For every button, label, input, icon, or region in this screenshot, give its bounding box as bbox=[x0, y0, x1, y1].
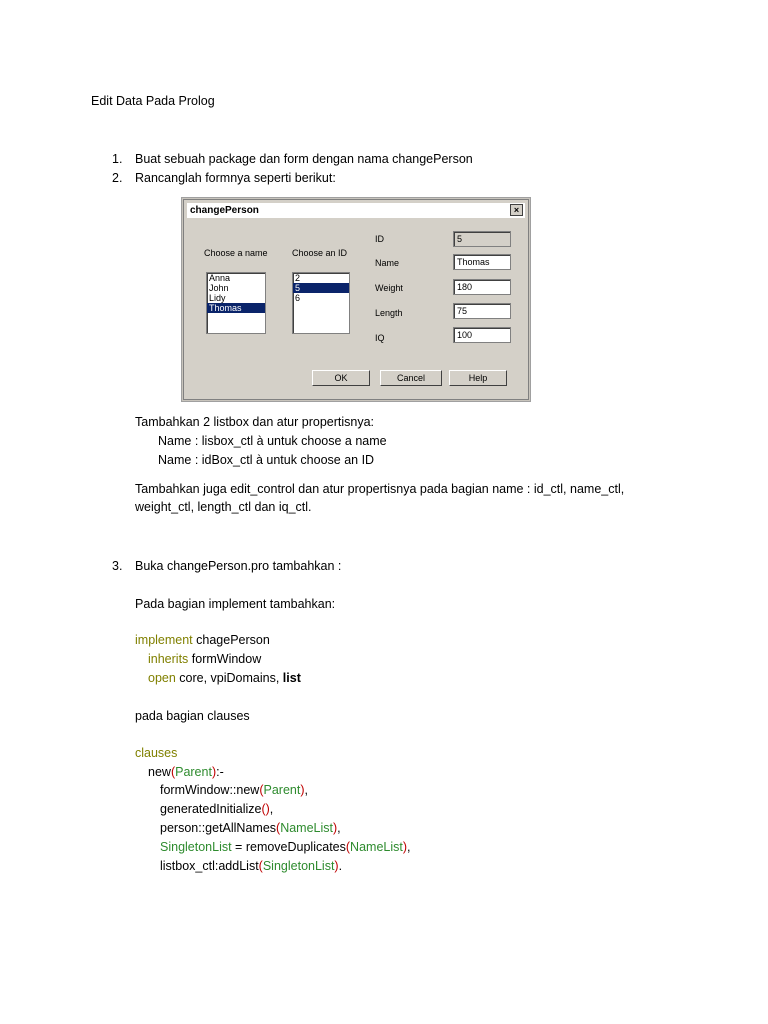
id-field: 5 bbox=[453, 231, 511, 247]
code-text: generatedInitialize bbox=[160, 802, 262, 816]
list-item[interactable]: John bbox=[209, 283, 229, 293]
name-field[interactable]: Thomas bbox=[453, 254, 511, 270]
code-variable: SingletonList bbox=[160, 840, 232, 854]
list-item[interactable]: Lidy bbox=[209, 293, 226, 303]
code-paren: ( bbox=[276, 821, 281, 835]
code-keyword: implement bbox=[135, 633, 193, 647]
weight-label: Weight bbox=[375, 283, 403, 293]
code-variable: NameList bbox=[280, 821, 333, 835]
edit-paragraph-line: weight_ctl, length_ctl dan iq_ctl. bbox=[135, 500, 312, 514]
list-item-selected[interactable]: 5 bbox=[293, 283, 349, 293]
step-number: 3. bbox=[112, 559, 123, 573]
code-keyword: open bbox=[148, 671, 176, 685]
step-number: 1. bbox=[112, 152, 123, 166]
list-item[interactable]: 2 bbox=[295, 273, 301, 283]
implement-paragraph: Pada bagian implement tambahkan: bbox=[135, 597, 336, 611]
iq-field[interactable]: 100 bbox=[453, 327, 511, 343]
close-icon[interactable]: × bbox=[510, 204, 523, 216]
code-keyword: inherits bbox=[148, 652, 189, 666]
list-item[interactable]: 6 bbox=[295, 293, 301, 303]
step-text: Buat sebuah package dan form dengan nama changePerson bbox=[135, 152, 473, 166]
code-paren: ( bbox=[259, 783, 264, 797]
code-text: chagePerson bbox=[192, 633, 270, 647]
code-paren: ) bbox=[333, 821, 338, 835]
list-item-selected[interactable]: Thomas bbox=[207, 303, 265, 313]
list-item[interactable]: Anna bbox=[209, 273, 231, 283]
code-text: :- bbox=[216, 765, 224, 779]
length-label: Length bbox=[375, 308, 403, 318]
length-field[interactable]: 75 bbox=[453, 303, 511, 319]
code-line bbox=[135, 633, 270, 647]
step-text: Buka changePerson.pro tambahkan : bbox=[135, 559, 342, 573]
step-text: Rancanglah formnya seperti berikut: bbox=[135, 171, 336, 185]
step-number: 2. bbox=[112, 171, 123, 185]
code-variable: SingletonList bbox=[262, 859, 335, 873]
code-text: = removeDuplicates bbox=[231, 840, 346, 854]
code-text: listbox_ctl:addList bbox=[160, 859, 259, 873]
code-text: , bbox=[337, 821, 341, 835]
code-paren: ) bbox=[334, 859, 339, 873]
listbox-paragraph: Tambahkan 2 listbox dan atur propertisnya: bbox=[135, 415, 375, 429]
code-variable: NameList bbox=[350, 840, 403, 854]
code-text: , bbox=[304, 783, 309, 797]
code-line bbox=[160, 840, 411, 854]
code-line bbox=[148, 652, 261, 666]
name-listbox[interactable] bbox=[206, 272, 266, 334]
name-label: Name bbox=[375, 258, 400, 268]
code-paren: ( bbox=[345, 840, 351, 854]
id-label: ID bbox=[375, 234, 384, 244]
code-text: formWindow bbox=[188, 652, 262, 666]
code-line bbox=[160, 821, 341, 835]
code-text: formWindow::new bbox=[160, 783, 260, 797]
code-paren: ) bbox=[300, 783, 305, 797]
iq-label: IQ bbox=[375, 333, 385, 343]
code-text: , bbox=[407, 840, 411, 854]
ok-button[interactable]: OK bbox=[312, 370, 370, 386]
change-person-dialog bbox=[183, 199, 529, 400]
code-line bbox=[148, 671, 301, 685]
code-line bbox=[160, 783, 308, 797]
help-button[interactable]: Help bbox=[449, 370, 507, 386]
listbox-line: Name : idBox_ctl à untuk choose an ID bbox=[158, 453, 375, 467]
choose-id-label: Choose an ID bbox=[292, 248, 348, 258]
code-paren: ( bbox=[258, 859, 263, 873]
code-paren: ) bbox=[402, 840, 408, 854]
code-paren: ) bbox=[211, 765, 217, 779]
cancel-button[interactable]: Cancel bbox=[380, 370, 442, 386]
code-text: . bbox=[338, 859, 343, 873]
code-paren: () bbox=[261, 802, 270, 816]
code-variable: Parent bbox=[263, 783, 301, 797]
code-text: , bbox=[269, 802, 274, 816]
id-listbox[interactable] bbox=[292, 272, 350, 334]
code-line bbox=[160, 802, 273, 816]
code-bold: list bbox=[282, 671, 301, 685]
code-line bbox=[160, 859, 342, 873]
clauses-paragraph: pada bagian clauses bbox=[135, 709, 250, 723]
weight-field[interactable]: 180 bbox=[453, 279, 511, 295]
code-text: core, vpiDomains, bbox=[175, 671, 283, 685]
listbox-line: Name : lisbox_ctl à untuk choose a name bbox=[158, 434, 387, 448]
code-line bbox=[148, 765, 224, 779]
code-keyword: clauses bbox=[135, 746, 178, 760]
edit-paragraph-line: Tambahkan juga edit_control dan atur propertisnya pada bagian name : id_ctl, name_ctl, bbox=[135, 482, 625, 496]
code-text: new bbox=[148, 765, 171, 779]
code-paren: ( bbox=[170, 765, 176, 779]
code-text: person::getAllNames bbox=[160, 821, 277, 835]
code-variable: Parent bbox=[175, 765, 212, 779]
choose-name-label: Choose a name bbox=[204, 248, 268, 258]
document-title: Edit Data Pada Prolog bbox=[91, 94, 215, 108]
dialog-titlebar bbox=[187, 203, 525, 218]
dialog-title: changePerson bbox=[190, 205, 259, 216]
